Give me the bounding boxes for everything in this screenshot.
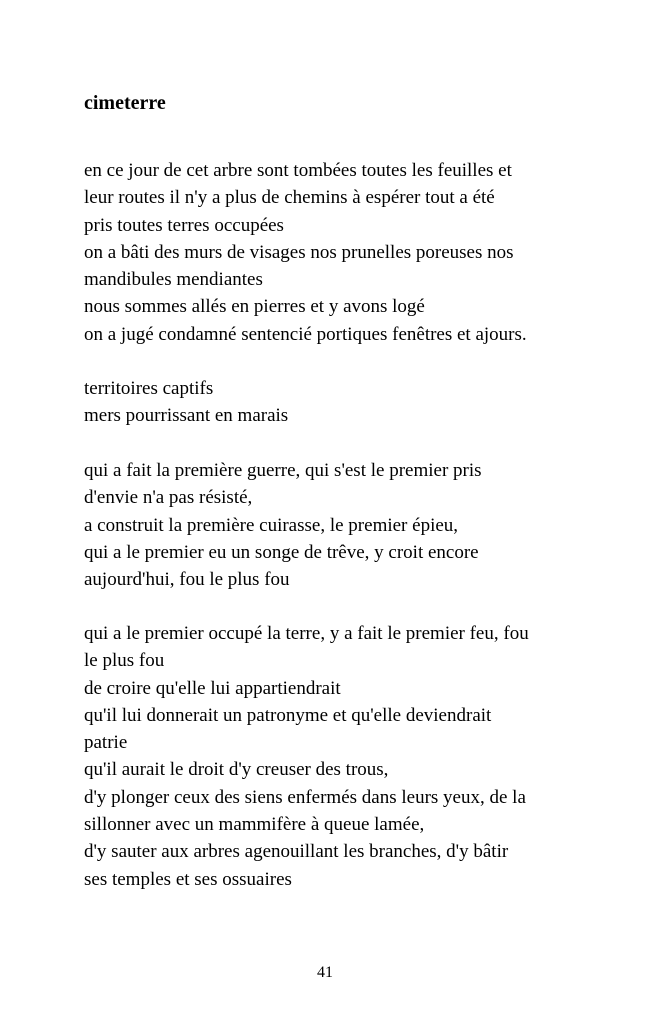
stanza-3 xyxy=(84,457,482,593)
poem-line: territoires captifs xyxy=(84,378,214,399)
poem-line: ses temples et ses ossuaires xyxy=(84,868,292,890)
poem-line: d'y plonger ceux des siens enfermés dans leurs yeux, de la xyxy=(84,786,526,808)
poem-line: aujourd'hui, fou le plus fou xyxy=(84,569,290,591)
poem-line: en ce jour de cet arbre sont tombées toutes les feuilles et xyxy=(84,160,512,181)
poem-line: qui a le premier eu un songe de trêve, y croit encore xyxy=(84,541,479,563)
page-number: 41 xyxy=(317,964,333,981)
poem-title: cimeterre xyxy=(84,92,166,114)
stanza-4 xyxy=(84,620,529,893)
poem-line: d'envie n'a pas résisté, xyxy=(84,487,253,509)
poem-line: d'y sauter aux arbres agenouillant les branches, d'y bâtir xyxy=(84,841,509,863)
poem-line: leur routes il n'y a plus de chemins à espérer tout a été xyxy=(84,187,495,209)
poem-line: mers pourrissant en marais xyxy=(84,405,289,427)
poem-line: qu'il aurait le droit d'y creuser des trous, xyxy=(84,759,389,781)
poem-line: a construit la première cuirasse, le premier épieu, xyxy=(84,514,459,536)
poem-line: pris toutes terres occupées xyxy=(84,214,284,236)
poem-line: patrie xyxy=(84,732,128,754)
stanza-1 xyxy=(84,157,527,348)
poem-line: on a bâti des murs de visages nos prunelles poreuses nos xyxy=(84,241,514,263)
poem-line: on a jugé condamné sentencié portiques fenêtres et ajours. xyxy=(84,323,527,345)
poem-line: le plus fou xyxy=(84,650,165,672)
poem-line: de croire qu'elle lui appartiendrait xyxy=(84,677,341,699)
poem-line: nous sommes allés en pierres et y avons logé xyxy=(84,296,425,318)
stanza-2 xyxy=(84,375,288,430)
poem-line: qui a le premier occupé la terre, y a fait le premier feu, fou xyxy=(84,623,529,644)
poem-line: sillonner avec un mammifère à queue lamée, xyxy=(84,814,425,836)
poem-line: qui a fait la première guerre, qui s'est le premier pris xyxy=(84,460,482,481)
poem-line: qu'il lui donnerait un patronyme et qu'elle deviendrait xyxy=(84,704,492,726)
poem-line: mandibules mendiantes xyxy=(84,269,263,291)
